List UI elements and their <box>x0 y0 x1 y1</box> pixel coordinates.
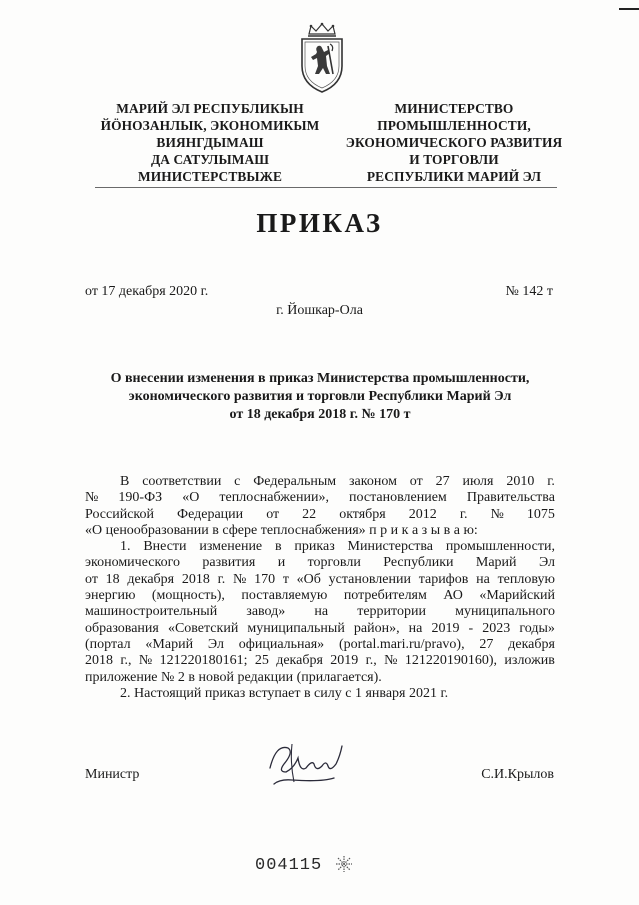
body-word: промышленности, <box>445 539 555 555</box>
document-title: ПРИКАЗ <box>256 208 383 238</box>
body-line <box>85 637 555 653</box>
body-word: т <box>282 571 289 587</box>
body-word: в <box>274 539 282 555</box>
header-right-line: МИНИСТЕРСТВО <box>394 101 514 116</box>
header-left-line: ВИЯНГДЫМАШ <box>156 135 264 150</box>
body-word: № <box>138 653 153 669</box>
body-word: годы» <box>519 620 555 636</box>
body-word: декабря <box>508 636 555 652</box>
serial-number: 004115 <box>255 856 323 875</box>
body-word: 1075 <box>526 506 555 522</box>
body-word: торговли <box>307 555 361 571</box>
body-word: декабря <box>276 653 323 669</box>
body-word: муниципальный <box>247 620 345 636</box>
body-word: 121220190160), <box>404 653 498 669</box>
body-word: «Советский <box>167 620 239 636</box>
body-word: Республики <box>383 555 454 571</box>
body-word: № <box>490 506 504 522</box>
body-word: В <box>120 474 130 489</box>
body-line-text: приложение № 2 в новой редакции (прилагается). <box>85 669 382 685</box>
body-line <box>85 621 555 637</box>
body-word: декабря <box>127 571 175 587</box>
signature-title: Министр <box>85 767 140 782</box>
body-word: (portal.mari.ru/pravo), <box>339 636 465 652</box>
body-word: энергию <box>85 588 136 604</box>
header-right-line: РЕСПУБЛИКИ МАРИЙ ЭЛ <box>366 169 542 184</box>
body-word: «О <box>182 490 200 506</box>
document-number: № 142 т <box>505 284 553 299</box>
body-word: Федерации <box>177 506 244 522</box>
header-mari-language <box>95 100 325 185</box>
body-word: изложив <box>504 653 555 669</box>
header-right-line: ПРОМЫШЛЕННОСТИ, <box>377 118 531 133</box>
body-word: тепловую <box>497 571 555 587</box>
body-word: тарифов <box>418 571 469 587</box>
body-line <box>85 507 555 523</box>
body-word: 2010 <box>506 474 535 489</box>
header-right-line: ЭКОНОМИЧЕСКОГО РАЗВИТИЯ <box>345 135 563 150</box>
body-word: на <box>408 620 423 636</box>
body-word: г. <box>459 506 468 522</box>
body-word: завод» <box>246 604 286 620</box>
body-word: «Об <box>296 571 321 587</box>
body-word: г., <box>120 653 132 669</box>
body-word: 170 <box>254 571 276 587</box>
body-word: 121220180161; <box>159 653 248 669</box>
header-left-line: ЙӦНОЗАНЛЫК, ЭКОНОМИКЫМ <box>100 118 320 133</box>
body-word: Эл <box>538 555 555 571</box>
body-word: - <box>468 620 474 636</box>
body-word: от <box>85 571 98 587</box>
document-subject <box>70 370 570 424</box>
document-date: от 17 декабря 2020 г. <box>85 284 209 299</box>
header-right-line: И ТОРГОВЛИ <box>409 152 499 167</box>
body-word: 2018 <box>85 653 113 669</box>
header-divider <box>95 187 557 188</box>
body-word: Российской <box>85 506 154 522</box>
body-word: АО <box>443 588 463 604</box>
body-word: № <box>85 490 99 506</box>
body-word: г., <box>365 653 377 669</box>
body-line <box>85 539 555 555</box>
header-russian-language <box>340 100 568 185</box>
body-word: соответствии <box>142 474 222 489</box>
body-word: 27 <box>479 636 494 652</box>
body-word: экономического <box>85 555 180 571</box>
body-word: приказ <box>294 539 335 555</box>
body-word: потребителям <box>343 588 427 604</box>
body-word: теплоснабжении», <box>219 490 329 506</box>
body-word: и <box>277 555 286 571</box>
coat-of-arms-icon <box>297 22 347 94</box>
body-word: муниципального <box>455 604 555 620</box>
body-word: территории <box>357 604 426 620</box>
body-word: от <box>266 506 280 522</box>
body-word: изменение <box>199 539 263 555</box>
body-word: 2012 <box>408 506 437 522</box>
header-left-line: МАРИЙ ЭЛ РЕСПУБЛИКЫН <box>116 101 304 116</box>
body-word: Внести <box>143 539 187 555</box>
body-word: 22 <box>302 506 317 522</box>
body-word: 1. <box>120 539 131 555</box>
body-word: № <box>232 571 247 587</box>
scan-edge-mark <box>619 8 639 10</box>
body-word: 2023 <box>482 620 511 636</box>
body-word: «Марийский <box>479 588 555 604</box>
body-line <box>85 490 555 506</box>
body-word: машиностроительный <box>85 604 218 620</box>
body-word: образования <box>85 620 159 636</box>
header-left-line: ДА САТУЛЫМАШ <box>150 152 270 167</box>
asterisk-stamp-icon <box>335 855 353 873</box>
header-left-line: МИНИСТЕРСТВЫЖЕ <box>137 169 282 184</box>
body-word: «Марий <box>145 636 194 652</box>
subject-line: О внесении изменения в приказ Министерства промышленности, <box>110 371 530 386</box>
body-word: октября <box>339 506 386 522</box>
body-word: июля <box>462 474 494 489</box>
document-city: г. Йошкар-Ола <box>276 303 363 318</box>
body-word: на <box>314 604 329 620</box>
body-word: Правительства <box>466 490 555 506</box>
body-word: Федеральным <box>253 474 337 489</box>
signer-name: С.И.Крылов <box>481 767 554 782</box>
body-word: развития <box>202 555 256 571</box>
body-word: постановлением <box>349 490 447 506</box>
body-word: (мощность), <box>151 588 225 604</box>
body-line <box>85 670 555 686</box>
body-word: Министерства <box>347 539 433 555</box>
signature-icon <box>262 738 354 788</box>
body-word: Эл <box>207 636 224 652</box>
body-word: 25 <box>254 653 269 669</box>
body-word: (портал <box>85 636 131 652</box>
body-word: установлении <box>328 571 411 587</box>
body-line <box>85 555 555 571</box>
body-line <box>85 523 555 539</box>
body-word: 190-ФЗ <box>118 490 163 506</box>
body-word: 2019 <box>431 620 460 636</box>
body-word: Марий <box>475 555 517 571</box>
body-word: район», <box>353 620 400 636</box>
body-word: с <box>234 474 241 489</box>
body-line <box>85 653 555 669</box>
subject-line: от 18 декабря 2018 г. № 170 т <box>229 407 411 422</box>
body-word: г. <box>547 474 555 489</box>
body-line-text: «О ценообразовании в сфере теплоснабжения» п р и к а з ы в а ю: <box>85 522 478 538</box>
body-word: 18 <box>105 571 120 587</box>
document-body <box>85 474 555 702</box>
subject-line: экономического развития и торговли Республики Марий Эл <box>128 389 512 404</box>
body-word: законом <box>349 474 397 489</box>
body-word: от <box>409 474 423 489</box>
body-word: поставляемую <box>241 588 328 604</box>
body-word: № <box>384 653 398 669</box>
body-line <box>85 604 555 620</box>
body-word: на <box>476 571 490 587</box>
body-line <box>85 686 555 702</box>
body-word: официальная» <box>238 636 325 652</box>
body-line <box>85 572 555 588</box>
body-line <box>85 588 555 604</box>
body-word: 27 <box>435 474 450 489</box>
body-line <box>85 474 555 490</box>
body-line-text: 2. Настоящий приказ вступает в силу с 1 января 2021 г. <box>120 685 449 701</box>
body-word: 2018 <box>181 571 210 587</box>
body-word: г. <box>217 571 226 587</box>
body-word: 2019 <box>330 653 359 669</box>
